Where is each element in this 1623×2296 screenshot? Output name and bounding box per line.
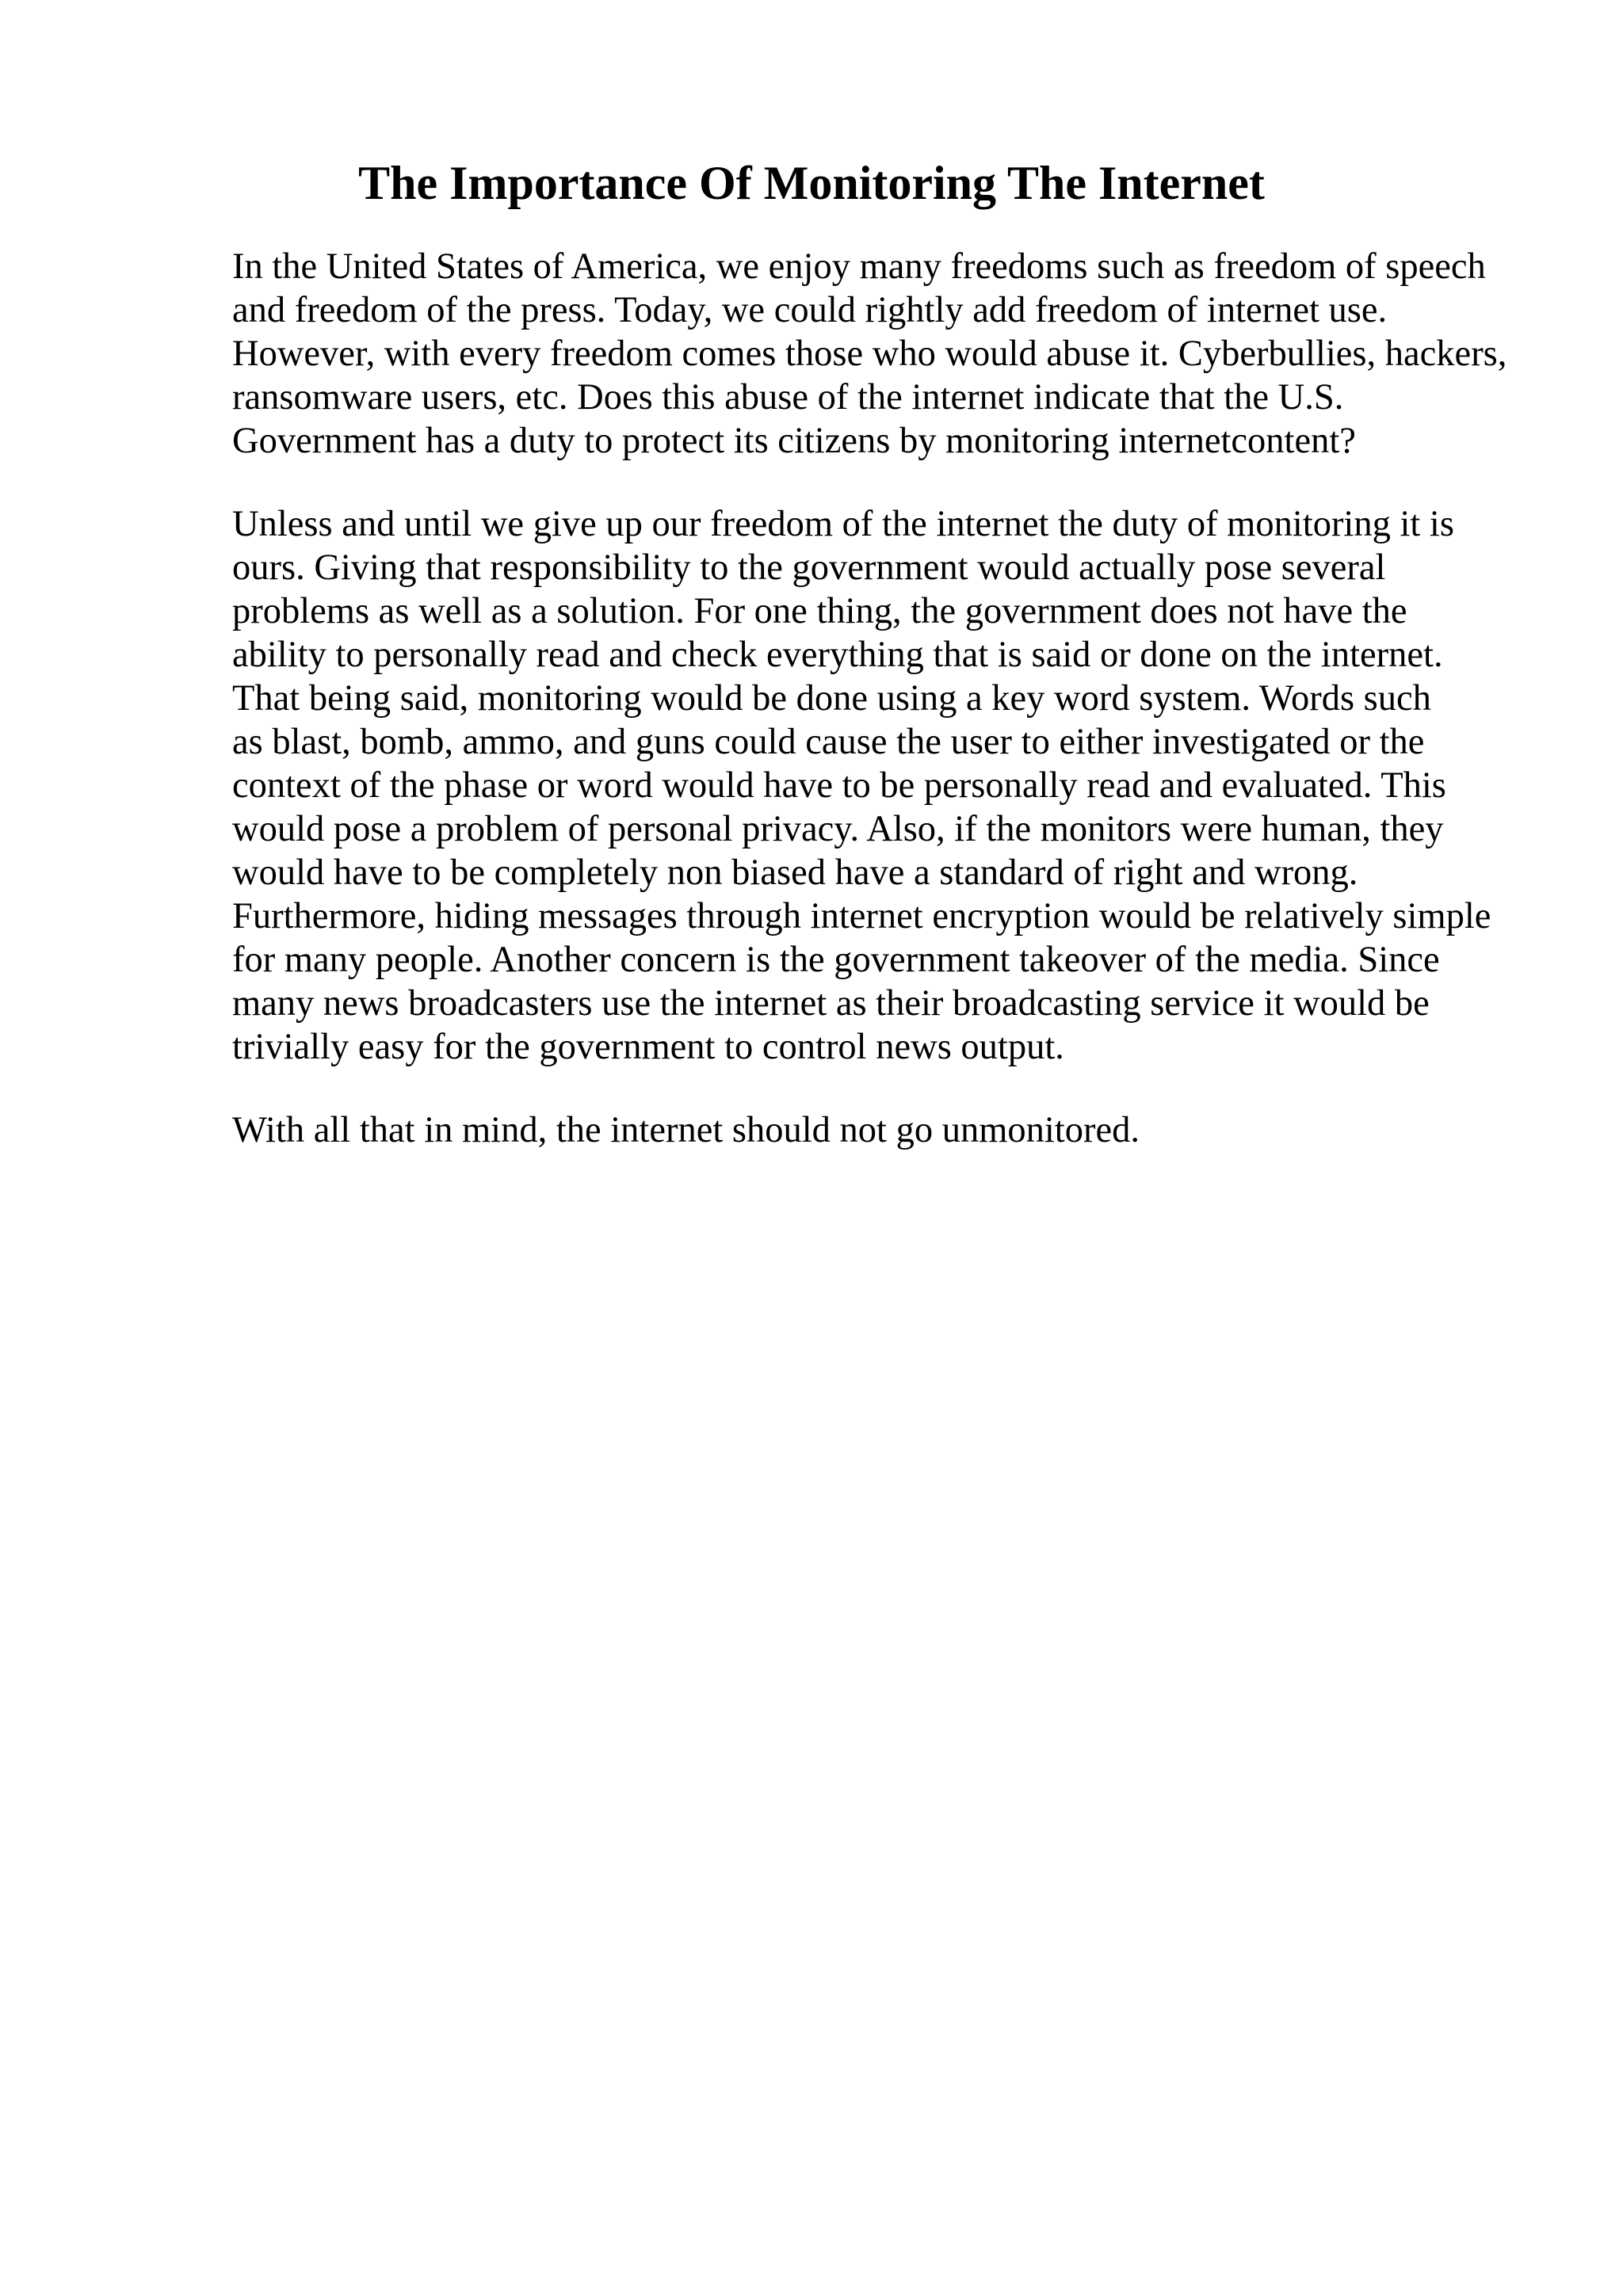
paragraph-line: as blast, bomb, ammo, and guns could cause the user to either investigated or the <box>232 722 1425 762</box>
paragraph-line: would have to be completely non biased have a standard of right and wrong. <box>232 852 1358 893</box>
paragraph-line: problems as well as a solution. For one thing, the government does not have the <box>232 591 1407 631</box>
paragraph-line: ability to personally read and check everything that is said or done on the internet. <box>232 635 1443 675</box>
paragraph-line: for many people. Another concern is the government takeover of the media. Since <box>232 940 1440 980</box>
paragraph-line: However, with every freedom comes those who would abuse it. Cyberbullies, hackers, <box>232 334 1507 374</box>
paragraph-line: That being said, monitoring would be done using a key word system. Words such <box>232 678 1431 719</box>
paragraph-1 <box>232 245 1507 463</box>
paragraph-line: In the United States of America, we enjoy many freedoms such as freedom of speech <box>232 246 1486 287</box>
paragraph-3 <box>232 1108 1140 1152</box>
document-title: The Importance Of Monitoring The Internet <box>358 157 1265 209</box>
paragraph-line: trivially easy for the government to control news output. <box>232 1027 1064 1067</box>
paragraph-line: many news broadcasters use the internet as their broadcasting service it would be <box>232 983 1430 1024</box>
paragraph-line: ours. Giving that responsibility to the government would actually pose several <box>232 547 1386 588</box>
paragraph-line: With all that in mind, the internet should not go unmonitored. <box>232 1110 1140 1150</box>
paragraph-line: context of the phase or word would have to be personally read and evaluated. This <box>232 765 1446 806</box>
paragraph-line: Government has a duty to protect its citizens by monitoring internetcontent? <box>232 421 1356 461</box>
paragraph-line: and freedom of the press. Today, we could rightly add freedom of internet use. <box>232 290 1388 330</box>
paragraph-2 <box>232 502 1491 1069</box>
paragraph-line: would pose a problem of personal privacy. Also, if the monitors were human, they <box>232 809 1444 849</box>
paragraph-line: ransomware users, etc. Does this abuse of the internet indicate that the U.S. <box>232 377 1344 418</box>
paragraph-line: Furthermore, hiding messages through internet encryption would be relatively simple <box>232 896 1491 936</box>
paragraph-line: Unless and until we give up our freedom of the internet the duty of monitoring it is <box>232 504 1454 544</box>
